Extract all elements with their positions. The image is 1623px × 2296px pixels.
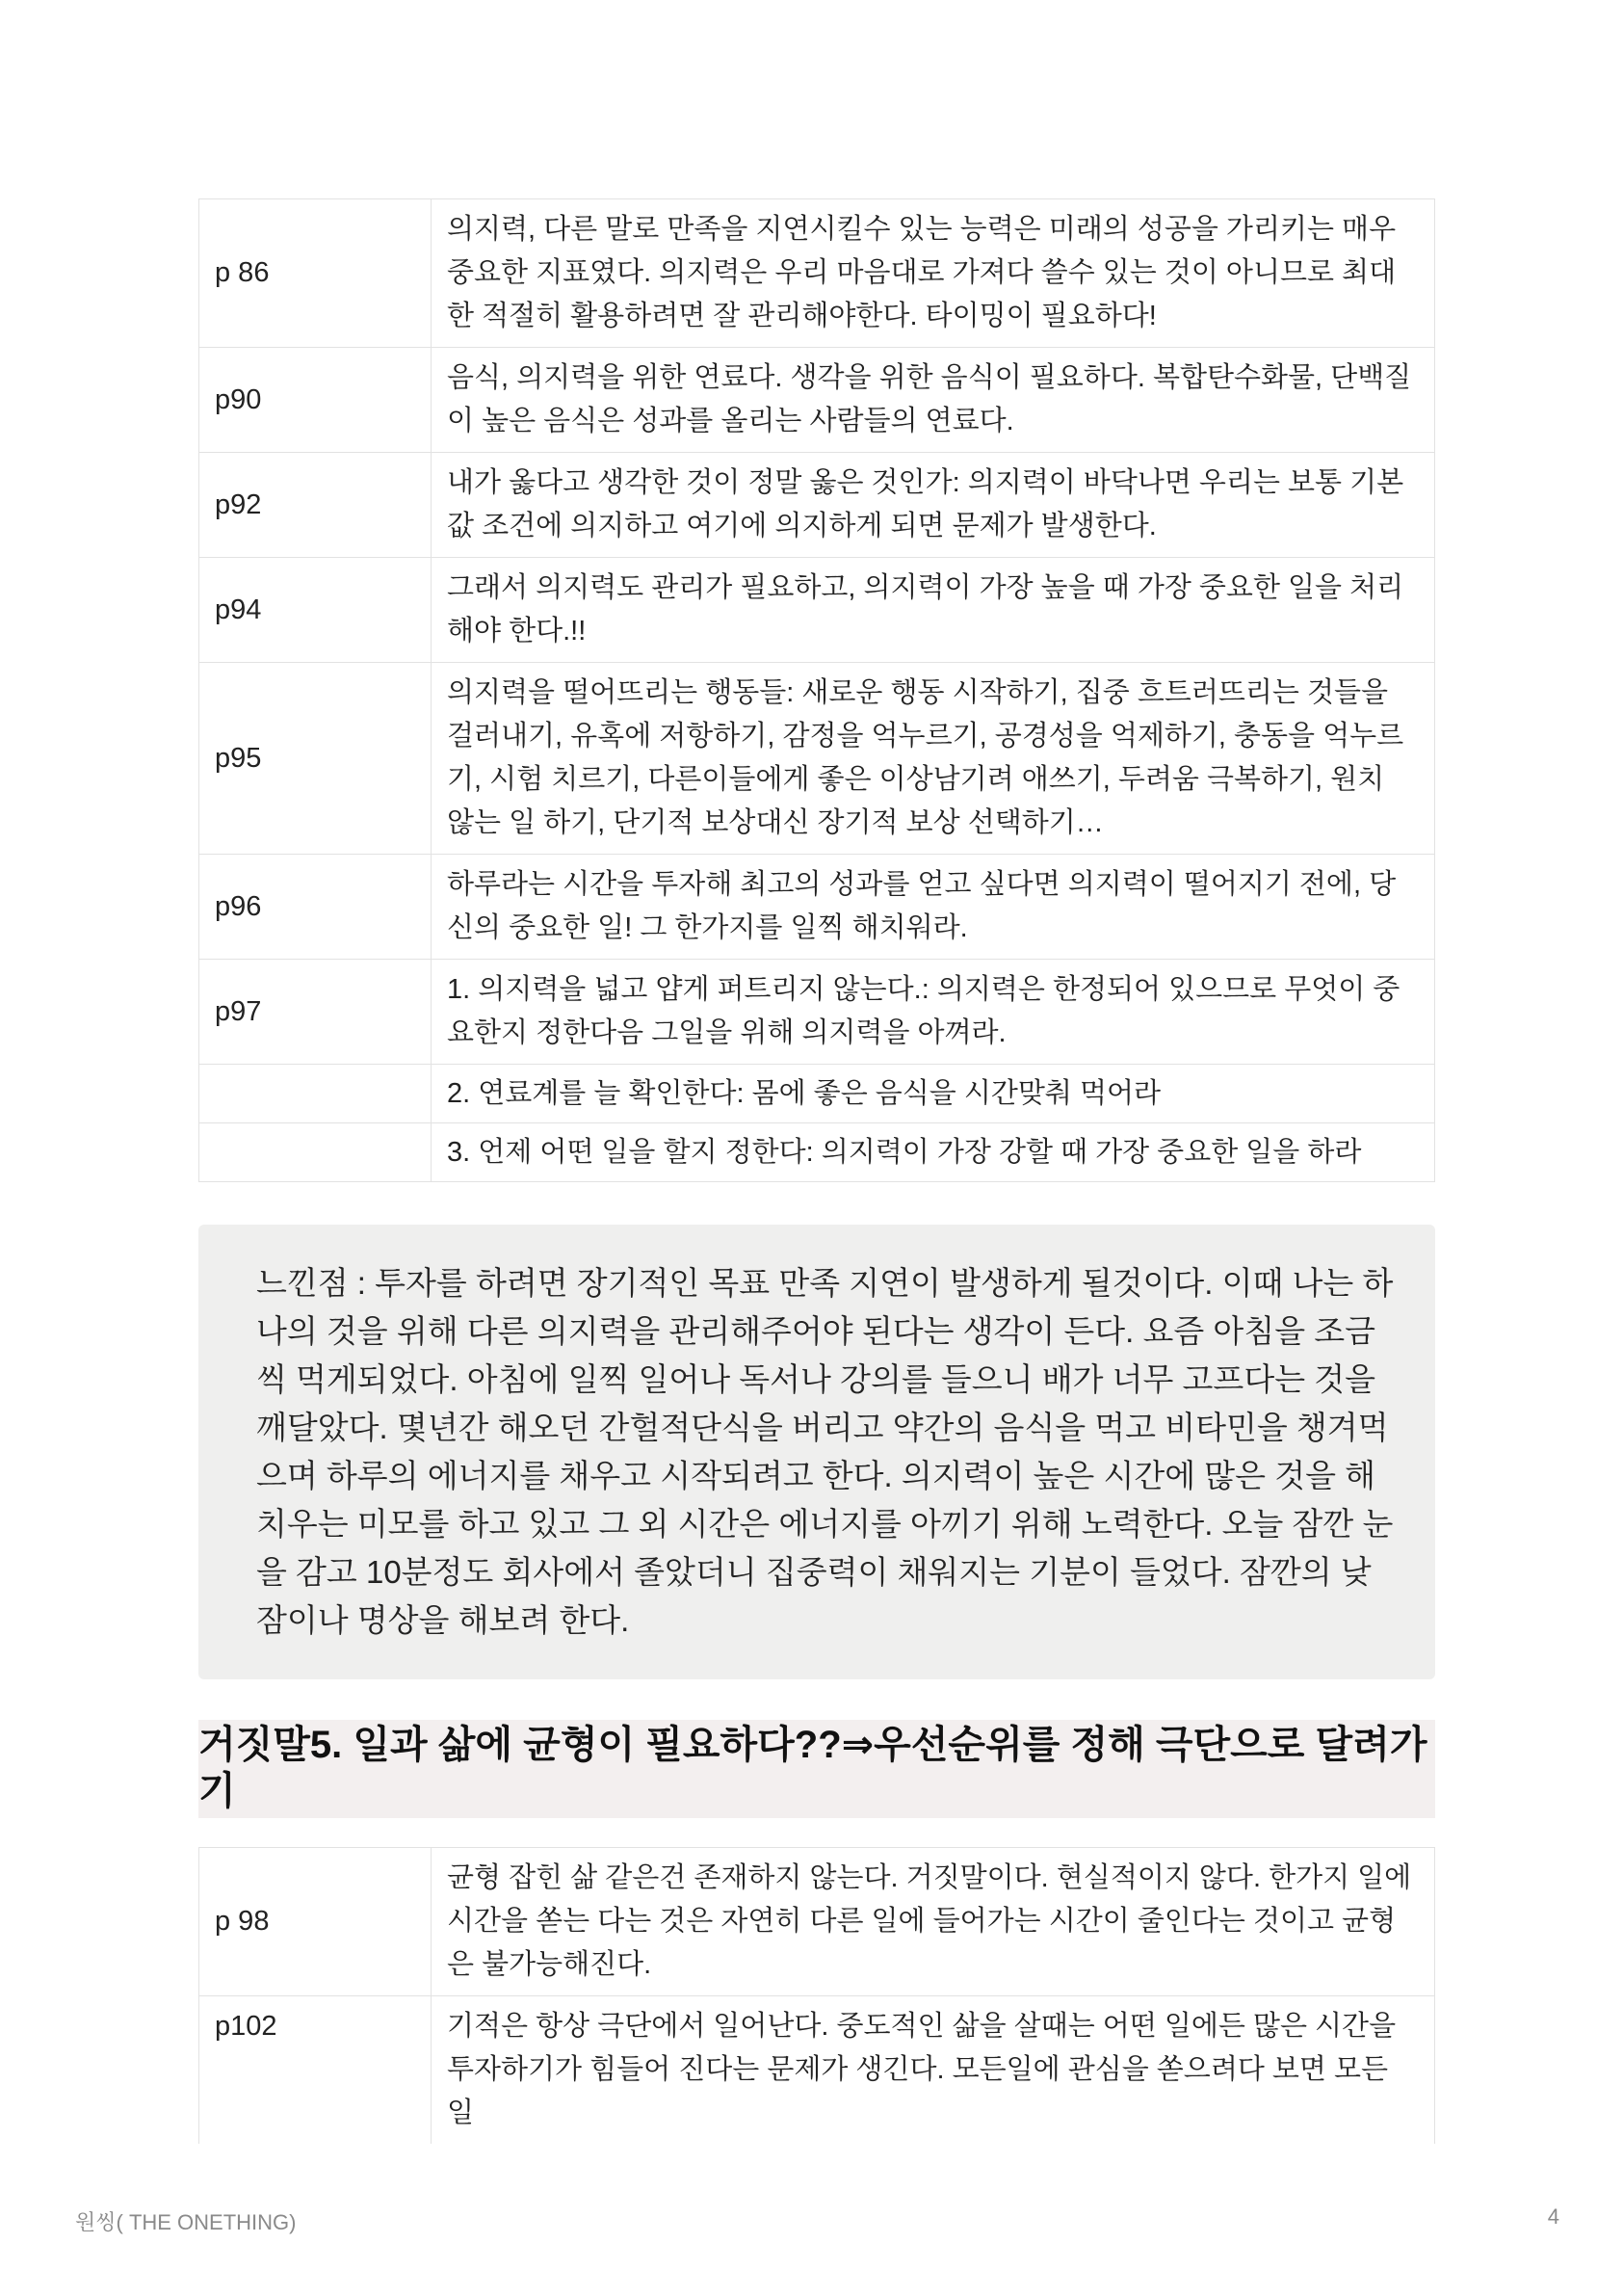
table-row — [199, 1065, 1435, 1123]
note-text: 2. 연료계를 늘 확인한다: 몸에 좋은 음식을 시간맞춰 먹어라 — [432, 1065, 1435, 1123]
page-ref: p95 — [199, 663, 432, 855]
note-text: 의지력을 떨어뜨리는 행동들: 새로운 행동 시작하기, 집중 흐트러뜨리는 것들을 걸러내기, 유혹에 저항하기, 감정을 억누르기, 공경성을 억제하기, 충동을 억누르기, 시험 치르기, 다른이들에게 좋은 이상남기려 애쓰기, 두려움 극복하기, 원치 않는 일 하기, 단기적 보상대신 장기적 보상 선택하기… — [432, 663, 1435, 855]
page-ref: p94 — [199, 558, 432, 663]
page-ref: p92 — [199, 453, 432, 558]
page-ref — [199, 1123, 432, 1182]
reflection-callout — [198, 1225, 1435, 1679]
table-row — [199, 1848, 1435, 1996]
table-row — [199, 855, 1435, 960]
page-content — [198, 198, 1435, 2144]
table-row — [199, 1123, 1435, 1182]
table-row — [199, 199, 1435, 348]
note-text: 그래서 의지력도 관리가 필요하고, 의지력이 가장 높을 때 가장 중요한 일을 처리해야 한다.!! — [432, 558, 1435, 663]
page-ref: p 98 — [199, 1848, 432, 1996]
table-row — [199, 960, 1435, 1065]
footer-page-number: 4 — [1547, 2204, 1559, 2229]
table-row — [199, 558, 1435, 663]
note-text: 하루라는 시간을 투자해 최고의 성과를 얻고 싶다면 의지력이 떨어지기 전에, 당신의 중요한 일! 그 한가지를 일찍 해치워라. — [432, 855, 1435, 960]
table-row — [199, 348, 1435, 453]
note-text: 의지력, 다른 말로 만족을 지연시킬수 있는 능력은 미래의 성공을 가리키는 매우 중요한 지표였다. 의지력은 우리 마음대로 가져다 쓸수 있는 것이 아니므로 최대한 적절히 활용하려면 잘 관리해야한다. 타이밍이 필요하다! — [432, 199, 1435, 348]
table-row — [199, 1996, 1435, 2145]
note-text: 1. 의지력을 넓고 얍게 퍼트리지 않는다.: 의지력은 한정되어 있으므로 무엇이 중요한지 정한다음 그일을 위해 의지력을 아껴라. — [432, 960, 1435, 1065]
note-text: 균형 잡힌 삶 같은건 존재하지 않는다. 거짓말이다. 현실적이지 않다. 한가지 일에 시간을 쏟는 다는 것은 자연히 다른 일에 들어가는 시간이 줄인다는 것이고 균형은 불가능해진다. — [432, 1848, 1435, 1996]
table-row — [199, 663, 1435, 855]
table-row — [199, 453, 1435, 558]
page-ref: p102 — [199, 1996, 432, 2145]
section-heading: 거짓말5. 일과 삶에 균형이 필요하다??⇒우선순위를 정해 극단으로 달려가기 — [198, 1720, 1435, 1818]
footer-document-title: 원씽( THE ONETHING) — [75, 2210, 297, 2234]
reflection-text: 느낀점 : 투자를 하려면 장기적인 목표 만족 지연이 발생하게 될것이다. 이때 나는 하나의 것을 위해 다른 의지력을 관리해주어야 된다는 생각이 든다. 요즘 아침을 조금씩 먹게되었다. 아침에 일찍 일어나 독서나 강의를 들으니 배가 너무 고프다는 것을 깨달았다. 몇년간 해오던 간헐적단식을 버리고 약간의 음식을 먹고 비타민을 챙겨먹으며 하루의 에너지를 채우고 시작되려고 한다. 의지력이 높은 시간에 많은 것을 해치우는 미모를 하고 있고 그 외 시간은 에너지를 아끼기 위해 노력한다. 오늘 잠깐 눈을 감고 10분정도 회사에서 졸았더니 집중력이 채워지는 기분이 들었다. 잠깐의 낮잠이나 명상을 해보려 한다. — [256, 1265, 1394, 1638]
reading-notes-table — [198, 198, 1435, 1182]
note-text: 3. 언제 어떤 일을 할지 정한다: 의지력이 가장 강할 때 가장 중요한 일을 하라 — [432, 1123, 1435, 1182]
page-ref: p 86 — [199, 199, 432, 348]
page-ref: p96 — [199, 855, 432, 960]
note-text: 기적은 항상 극단에서 일어난다. 중도적인 삶을 살때는 어떤 일에든 많은 시간을 투자하기가 힘들어 진다는 문제가 생긴다. 모든일에 관심을 쏟으려다 보면 모든일 — [432, 1996, 1435, 2145]
reading-notes-table-2 — [198, 1847, 1435, 2144]
page-ref: p90 — [199, 348, 432, 453]
page-ref: p97 — [199, 960, 432, 1065]
note-text: 음식, 의지력을 위한 연료다. 생각을 위한 음식이 필요하다. 복합탄수화물, 단백질이 높은 음식은 성과를 올리는 사람들의 연료다. — [432, 348, 1435, 453]
note-text: 내가 옳다고 생각한 것이 정말 옳은 것인가: 의지력이 바닥나면 우리는 보통 기본값 조건에 의지하고 여기에 의지하게 되면 문제가 발생한다. — [432, 453, 1435, 558]
page-ref — [199, 1065, 432, 1123]
